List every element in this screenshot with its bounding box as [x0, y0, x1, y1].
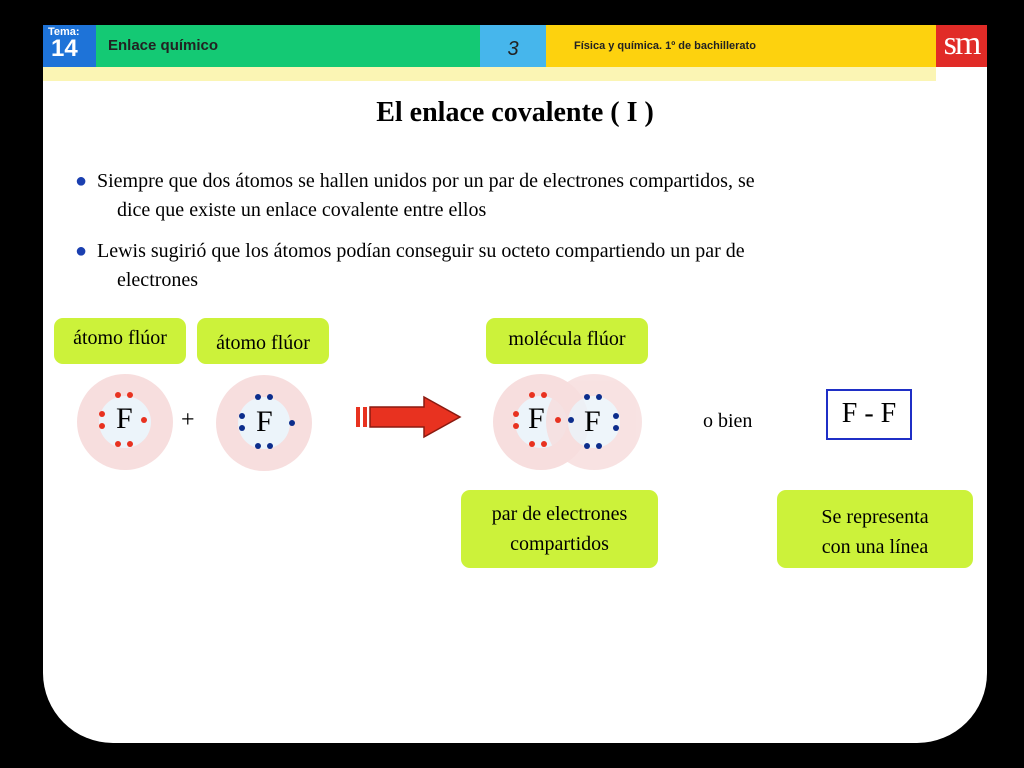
bullet-1-line1: Siempre que dos átomos se hallen unidos por un par de electrones compartidos, se [97, 170, 755, 192]
label-shared-electrons [461, 490, 658, 568]
electron-dot [255, 443, 261, 449]
electron-dot [529, 392, 535, 398]
topic-text: Enlace químico [108, 37, 219, 54]
molecule-symbol-left: F [528, 402, 545, 435]
bullet-2-line1: Lewis sugirió que los átomos podían conseguir su octeto compartiendo un par de [97, 240, 745, 262]
electron-dot [267, 443, 273, 449]
label-atom-fluor-1: átomo flúor [54, 318, 186, 364]
label-represented-by-line [777, 490, 973, 568]
electron-dot [99, 423, 105, 429]
electron-dot [127, 392, 133, 398]
shared-label-line2: compartidos [510, 533, 609, 555]
page-number: 3 [480, 25, 546, 67]
electron-dot [513, 411, 519, 417]
bullet-1-line2: dice que existe un enlace covalente entre ellos [117, 199, 487, 221]
tema-number: 14 [51, 35, 78, 62]
course-text: Física y química. 1º de bachillerato [574, 40, 756, 52]
course-title [546, 25, 936, 67]
plus-sign: + [181, 407, 195, 433]
tema-badge [43, 25, 96, 67]
shared-electron-dot [555, 417, 561, 423]
electron-dot [584, 394, 590, 400]
electron-dot [513, 423, 519, 429]
electron-dot [613, 425, 619, 431]
bullet-dot-icon: ● [75, 170, 88, 192]
label-atom-fluor-2: átomo flúor [197, 318, 329, 364]
bond-formula-box: F - F [826, 389, 912, 440]
shared-label-line1: par de electrones [491, 503, 628, 525]
electron-dot [596, 443, 602, 449]
or-text: o bien [703, 410, 753, 432]
molecule-symbol-right: F [584, 405, 601, 438]
header-bar [43, 25, 987, 67]
atom-1-symbol: F [116, 402, 133, 435]
electron-dot [239, 425, 245, 431]
reaction-arrow-icon [354, 395, 464, 439]
electron-dot [127, 441, 133, 447]
label-molecule-fluor: molécula flúor [486, 318, 648, 364]
line-label-line1: Se representa [821, 506, 929, 528]
electron-dot [541, 392, 547, 398]
electron-dot [239, 413, 245, 419]
electron-dot [289, 420, 295, 426]
bullet-2-line2: electrones [117, 269, 199, 291]
atom-2-symbol: F [256, 405, 273, 438]
topic-title [96, 25, 480, 67]
page-title: El enlace covalente ( I ) [376, 97, 654, 128]
bullet-1 [75, 167, 955, 225]
shared-electron-dot [568, 417, 574, 423]
electron-dot [529, 441, 535, 447]
electron-dot [541, 441, 547, 447]
electron-dot [267, 394, 273, 400]
sm-logo: sm [936, 25, 987, 67]
electron-dot [255, 394, 261, 400]
electron-dot [115, 441, 121, 447]
line-label-line2: con una línea [821, 536, 929, 558]
electron-dot [99, 411, 105, 417]
slide [43, 25, 987, 743]
electron-dot [584, 443, 590, 449]
electron-dot [613, 413, 619, 419]
electron-dot [596, 394, 602, 400]
bullet-2 [75, 237, 955, 295]
electron-dot [141, 417, 147, 423]
electron-dot [115, 392, 121, 398]
tema-label: Tema: [48, 26, 80, 38]
bullet-dot-icon: ● [75, 240, 88, 262]
header-underline-band [43, 67, 936, 81]
